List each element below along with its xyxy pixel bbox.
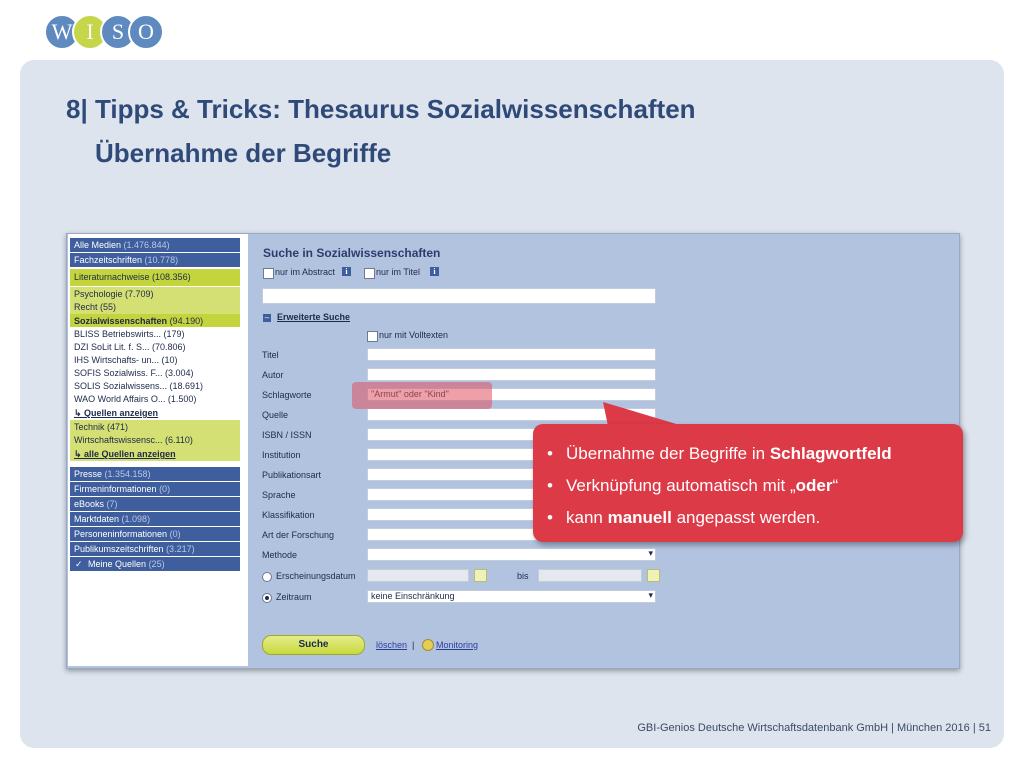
date-to-label: bis [517,571,529,581]
field-label-publikationsart: Publikationsart [262,470,322,480]
search-input[interactable] [262,288,656,304]
abstract-checkbox-label: nur im Abstract [275,267,336,277]
date-radio[interactable] [262,572,272,582]
timespan-radio[interactable] [262,593,272,603]
tip-callout [533,424,963,542]
delete-link[interactable]: löschen [376,640,408,650]
abstract-checkbox[interactable] [263,268,274,279]
date-from-input[interactable] [367,569,469,582]
callout-item: • Übernahme der Begriffe in Schlagwortfeld [547,438,892,470]
search-button[interactable]: Suche [262,635,365,655]
sidebar-item-personeninformationen[interactable]: Personeninformationen (0) [70,527,240,541]
bullet-icon: • [547,508,553,527]
info-icon[interactable]: i [430,267,439,276]
logo-letter-i: I [72,14,108,50]
date-to-input[interactable] [538,569,642,582]
sidebar-item-wirtschaftswissenschaften[interactable]: Wirtschaftswissensc... (6.110) [70,433,240,447]
slide-subtitle: Übernahme der Begriffe [95,138,392,168]
slide-footer: GBI-Genios Deutsche Wirtschaftsdatenbank GmbH | München 2016 | 51 [637,722,991,734]
checkmark-icon: ✓ [75,559,83,569]
field-label-klassifikation: Klassifikation [262,510,315,520]
field-label-autor: Autor [262,370,284,380]
sidebar-subitem-bliss[interactable]: BLISS Betriebswirts... (179) [70,327,240,341]
calendar-icon[interactable] [647,569,660,582]
logo-letter-w: W [44,14,80,50]
callout-list [547,438,892,534]
sidebar-item-publikumszeitschriften[interactable]: Publikumszeitschriften (3.217) [70,542,240,556]
sidebar-link-alle-quellen-anzeigen[interactable]: ↳ alle Quellen anzeigen [70,447,240,461]
callout-item: • kann manuell angepasst werden. [547,502,892,534]
sidebar-link-quellen-anzeigen[interactable]: ↳ Quellen anzeigen [70,406,240,420]
field-label-isbn-issn: ISBN / ISSN [262,430,312,440]
sidebar-item-psychologie[interactable]: Psychologie (7.709) [70,287,240,301]
sidebar-item-sozialwissenschaften[interactable]: Sozialwissenschaften (94.190) [70,314,240,328]
sidebar-item-firmeninformationen[interactable]: Firmeninformationen (0) [70,482,240,496]
sidebar-item-alle-medien[interactable]: Alle Medien (1.476.844) [70,238,240,252]
sidebar-item-ebooks[interactable]: eBooks (7) [70,497,240,511]
timespan-radio-label: Zeitraum [276,592,312,602]
calendar-icon[interactable] [474,569,487,582]
field-label-titel: Titel [262,350,279,360]
sidebar-subitem-dzi[interactable]: DZI SoLit Lit. f. S... (70.806) [70,340,240,354]
sidebar-item-technik[interactable]: Technik (471) [70,420,240,434]
info-icon[interactable]: i [342,267,351,276]
collapse-icon[interactable]: – [264,313,270,322]
advanced-search-toggle[interactable]: Erweiterte Suche [277,312,351,322]
sidebar-subitem-sofis[interactable]: SOFIS Sozialwiss. F... (3.004) [70,366,240,380]
fulltext-checkbox[interactable] [367,331,378,342]
schlagworte-highlight [352,382,492,409]
clock-icon[interactable] [422,639,434,651]
field-label-institution: Institution [262,450,301,460]
link-separator: | [412,640,415,650]
fulltext-checkbox-label: nur mit Volltexten [379,330,449,340]
logo-letter-o: O [128,14,164,50]
sidebar-item-presse[interactable]: Presse (1.354.158) [70,467,240,481]
field-label-schlagworte: Schlagworte [262,390,312,400]
wiso-logo [44,14,164,48]
sidebar-item-marktdaten[interactable]: Marktdaten (1.098) [70,512,240,526]
date-radio-label: Erscheinungsdatum [276,571,356,581]
sidebar-subitem-wao[interactable]: WAO World Affairs O... (1.500) [70,392,240,406]
timespan-select[interactable]: keine Einschränkung ▾ [367,590,656,603]
sidebar-item-recht[interactable]: Recht (55) [70,300,240,314]
sidebar-item-meine-quellen[interactable]: ✓ Meine Quellen (25) [70,557,240,571]
title-checkbox[interactable] [364,268,375,279]
field-label-quelle: Quelle [262,410,289,420]
field-label-sprache: Sprache [262,490,296,500]
bullet-icon: • [547,476,553,495]
form-title: Suche in Sozialwissenschaften [263,246,441,260]
sidebar-subitem-ihs[interactable]: IHS Wirtschafts- un... (10) [70,353,240,367]
title-checkbox-label: nur im Titel [376,267,421,277]
field-label-art-der-forschung: Art der Forschung [262,530,335,540]
bullet-icon: • [547,444,553,463]
sidebar-subitem-solis[interactable]: SOLIS Sozialwissens... (18.691) [70,379,240,393]
titel-input[interactable] [367,348,656,361]
sidebar-item-fachzeitschriften[interactable]: Fachzeitschriften (10.778) [70,253,240,267]
methode-select[interactable] [367,548,656,561]
callout-item: • Verknüpfung automatisch mit „oder“ [547,470,892,502]
autor-input[interactable] [367,368,656,381]
slide-title: 8| Tipps & Tricks: Thesaurus Sozialwissenschaften [66,94,696,124]
logo-letter-s: S [100,14,136,50]
monitoring-link[interactable]: Monitoring [436,640,479,650]
sidebar-item-literaturnachweise[interactable]: Literaturnachweise (108.356) [70,269,240,286]
field-label-methode: Methode [262,550,298,560]
sidebar [68,234,248,666]
